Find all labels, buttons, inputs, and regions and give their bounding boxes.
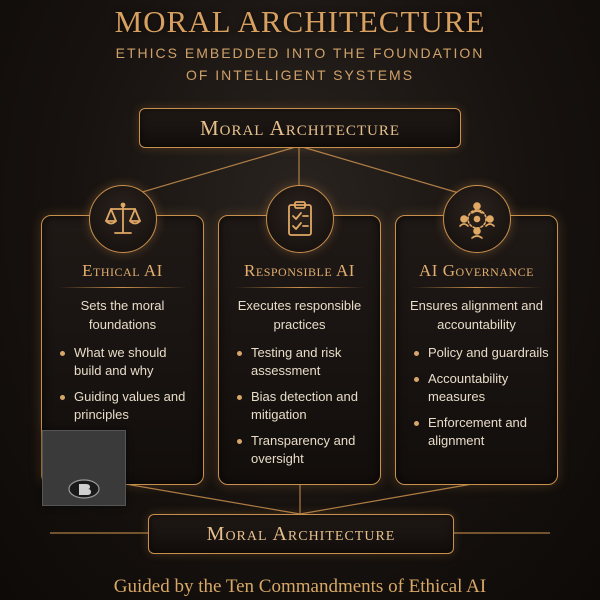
column-card-responsible-ai	[218, 215, 381, 485]
footer-text: Guided by the Ten Commandments of Ethical AI	[113, 576, 487, 597]
top-banner: Moral Architecture	[139, 108, 461, 148]
column-title: Responsible AI	[244, 261, 355, 280]
column-title: AI Governance	[419, 261, 534, 280]
page-title: MORAL ARCHITECTURE	[114, 4, 486, 39]
column-title: Ethical AI	[82, 261, 163, 280]
subtitle-line-1: ETHICS EMBEDDED INTO THE FOUNDATION	[115, 45, 485, 61]
bullet-list	[60, 344, 197, 432]
watermark-logo	[42, 430, 126, 506]
column-description: Sets the moral foundations	[80, 298, 165, 332]
column-description: Ensures alignment and accountability	[410, 298, 543, 332]
list-item: Testing and risk assessment	[237, 344, 374, 380]
page-subtitle	[60, 42, 540, 86]
network-people-icon	[443, 185, 511, 253]
title-divider	[58, 287, 187, 288]
list-item: Transparency and oversight	[237, 432, 374, 468]
column-card-ai-governance	[395, 215, 558, 485]
list-item: What we should build and why	[60, 344, 197, 380]
list-item: Bias detection and mitigation	[237, 388, 374, 424]
column-description: Executes responsible practices	[237, 298, 362, 332]
scales-icon	[89, 185, 157, 253]
subtitle-line-2: OF INTELLIGENT SYSTEMS	[185, 67, 415, 83]
title-divider	[412, 287, 541, 288]
list-item: Policy and guardrails	[414, 344, 551, 362]
bullet-list	[414, 344, 551, 458]
clipboard-check-icon	[266, 185, 334, 253]
bottom-banner: Moral Architecture	[148, 514, 454, 554]
list-item: Guiding values and principles	[60, 388, 197, 424]
list-item: Accountability measures	[414, 370, 551, 406]
badge-icon	[68, 479, 100, 499]
list-item: Enforcement and alignment	[414, 414, 551, 450]
bullet-list	[237, 344, 374, 476]
title-divider	[235, 287, 364, 288]
